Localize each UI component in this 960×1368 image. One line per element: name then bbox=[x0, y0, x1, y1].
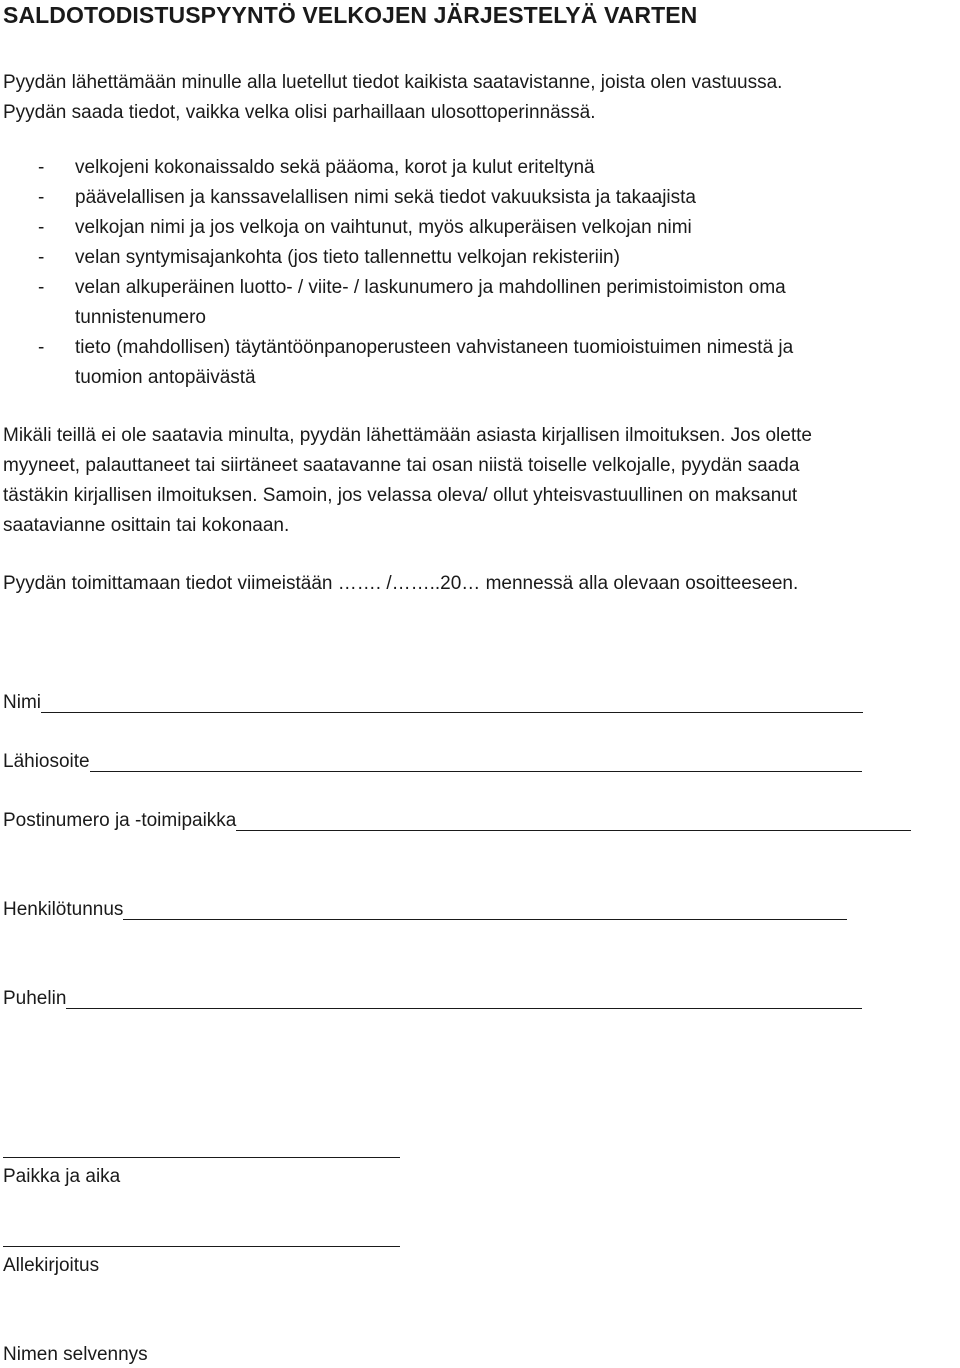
address-field[interactable] bbox=[3, 749, 862, 775]
document-title: SALDOTODISTUSPYYNTÖ VELKOJEN JÄRJESTELYÄ VARTEN bbox=[3, 2, 698, 28]
list-item bbox=[3, 213, 953, 243]
list-item bbox=[3, 273, 953, 333]
notice-paragraph bbox=[3, 421, 812, 541]
signature-line[interactable] bbox=[3, 1246, 400, 1247]
phone-field[interactable] bbox=[3, 986, 862, 1012]
ssn-blank-line[interactable] bbox=[123, 899, 847, 920]
place-time-line[interactable] bbox=[3, 1157, 400, 1158]
requested-info-list bbox=[3, 153, 953, 393]
paragraph-line: myyneet, palauttaneet tai siirtäneet saatavanne tai osan niistä toiselle velkojalle, pyydän saada bbox=[3, 455, 800, 476]
phone-blank-line[interactable] bbox=[66, 988, 862, 1009]
list-item-text: velkojeni kokonaissaldo sekä pääoma, korot ja kulut eriteltynä bbox=[75, 157, 595, 178]
paragraph-line: Mikäli teillä ei ole saatavia minulta, pyydän lähettämään asiasta kirjallisen ilmoituksen. Jos olette bbox=[3, 425, 812, 446]
list-item-text: päävelallisen ja kanssavelallisen nimi sekä tiedot vakuuksista ja takaajista bbox=[75, 187, 696, 208]
paragraph-line: saatavianne osittain tai kokonaan. bbox=[3, 515, 290, 536]
paragraph-line: tästäkin kirjallisen ilmoituksen. Samoin, jos velassa oleva/ ollut yhteisvastuullinen on maksanut bbox=[3, 485, 798, 506]
list-item-text: velan alkuperäinen luotto- / viite- / laskunumero ja mahdollinen perimistoimiston oma bbox=[75, 277, 786, 298]
address-label: Lähiosoite bbox=[3, 751, 90, 772]
ssn-field[interactable] bbox=[3, 897, 847, 923]
list-item bbox=[3, 333, 953, 393]
list-item-text-continued: tunnistenumero bbox=[75, 307, 206, 328]
list-item bbox=[3, 183, 953, 213]
list-item-text-continued: tuomion antopäivästä bbox=[75, 367, 256, 388]
intro-line: Pyydän lähettämään minulle alla luetellut tiedot kaikista saatavistanne, joista olen vastuussa. bbox=[3, 72, 783, 93]
place-time-label: Paikka ja aika bbox=[3, 1166, 121, 1187]
ssn-label: Henkilötunnus bbox=[3, 899, 124, 920]
list-item-text: velan syntymisajankohta (jos tieto tallennettu velkojan rekisteriin) bbox=[75, 247, 620, 268]
name-clarification-label: Nimen selvennys bbox=[3, 1344, 148, 1365]
list-dash: - bbox=[38, 157, 45, 178]
intro-text bbox=[3, 68, 782, 128]
list-item-text: tieto (mahdollisen) täytäntöönpanoperusteen vahvistaneen tuomioistuimen nimestä ja bbox=[75, 337, 794, 358]
address-blank-line[interactable] bbox=[90, 751, 862, 772]
list-dash: - bbox=[38, 337, 45, 358]
deadline-request: Pyydän toimittamaan tiedot viimeistään ……. /……..20… mennessä alla olevaan osoitteeseen. bbox=[3, 573, 799, 594]
list-dash: - bbox=[38, 277, 45, 298]
name-blank-line[interactable] bbox=[41, 692, 863, 713]
list-dash: - bbox=[38, 187, 45, 208]
postal-field[interactable] bbox=[3, 808, 911, 834]
list-item bbox=[3, 153, 953, 183]
list-dash: - bbox=[38, 247, 45, 268]
name-field[interactable] bbox=[3, 690, 863, 716]
list-dash: - bbox=[38, 217, 45, 238]
intro-line: Pyydän saada tiedot, vaikka velka olisi parhaillaan ulosottoperinnässä. bbox=[3, 102, 596, 123]
postal-blank-line[interactable] bbox=[236, 810, 911, 831]
name-label: Nimi bbox=[3, 692, 41, 713]
postal-label: Postinumero ja -toimipaikka bbox=[3, 810, 237, 831]
phone-label: Puhelin bbox=[3, 988, 67, 1009]
list-item-text: velkojan nimi ja jos velkoja on vaihtunut, myös alkuperäisen velkojan nimi bbox=[75, 217, 692, 238]
signature-label: Allekirjoitus bbox=[3, 1255, 100, 1276]
list-item bbox=[3, 243, 953, 273]
